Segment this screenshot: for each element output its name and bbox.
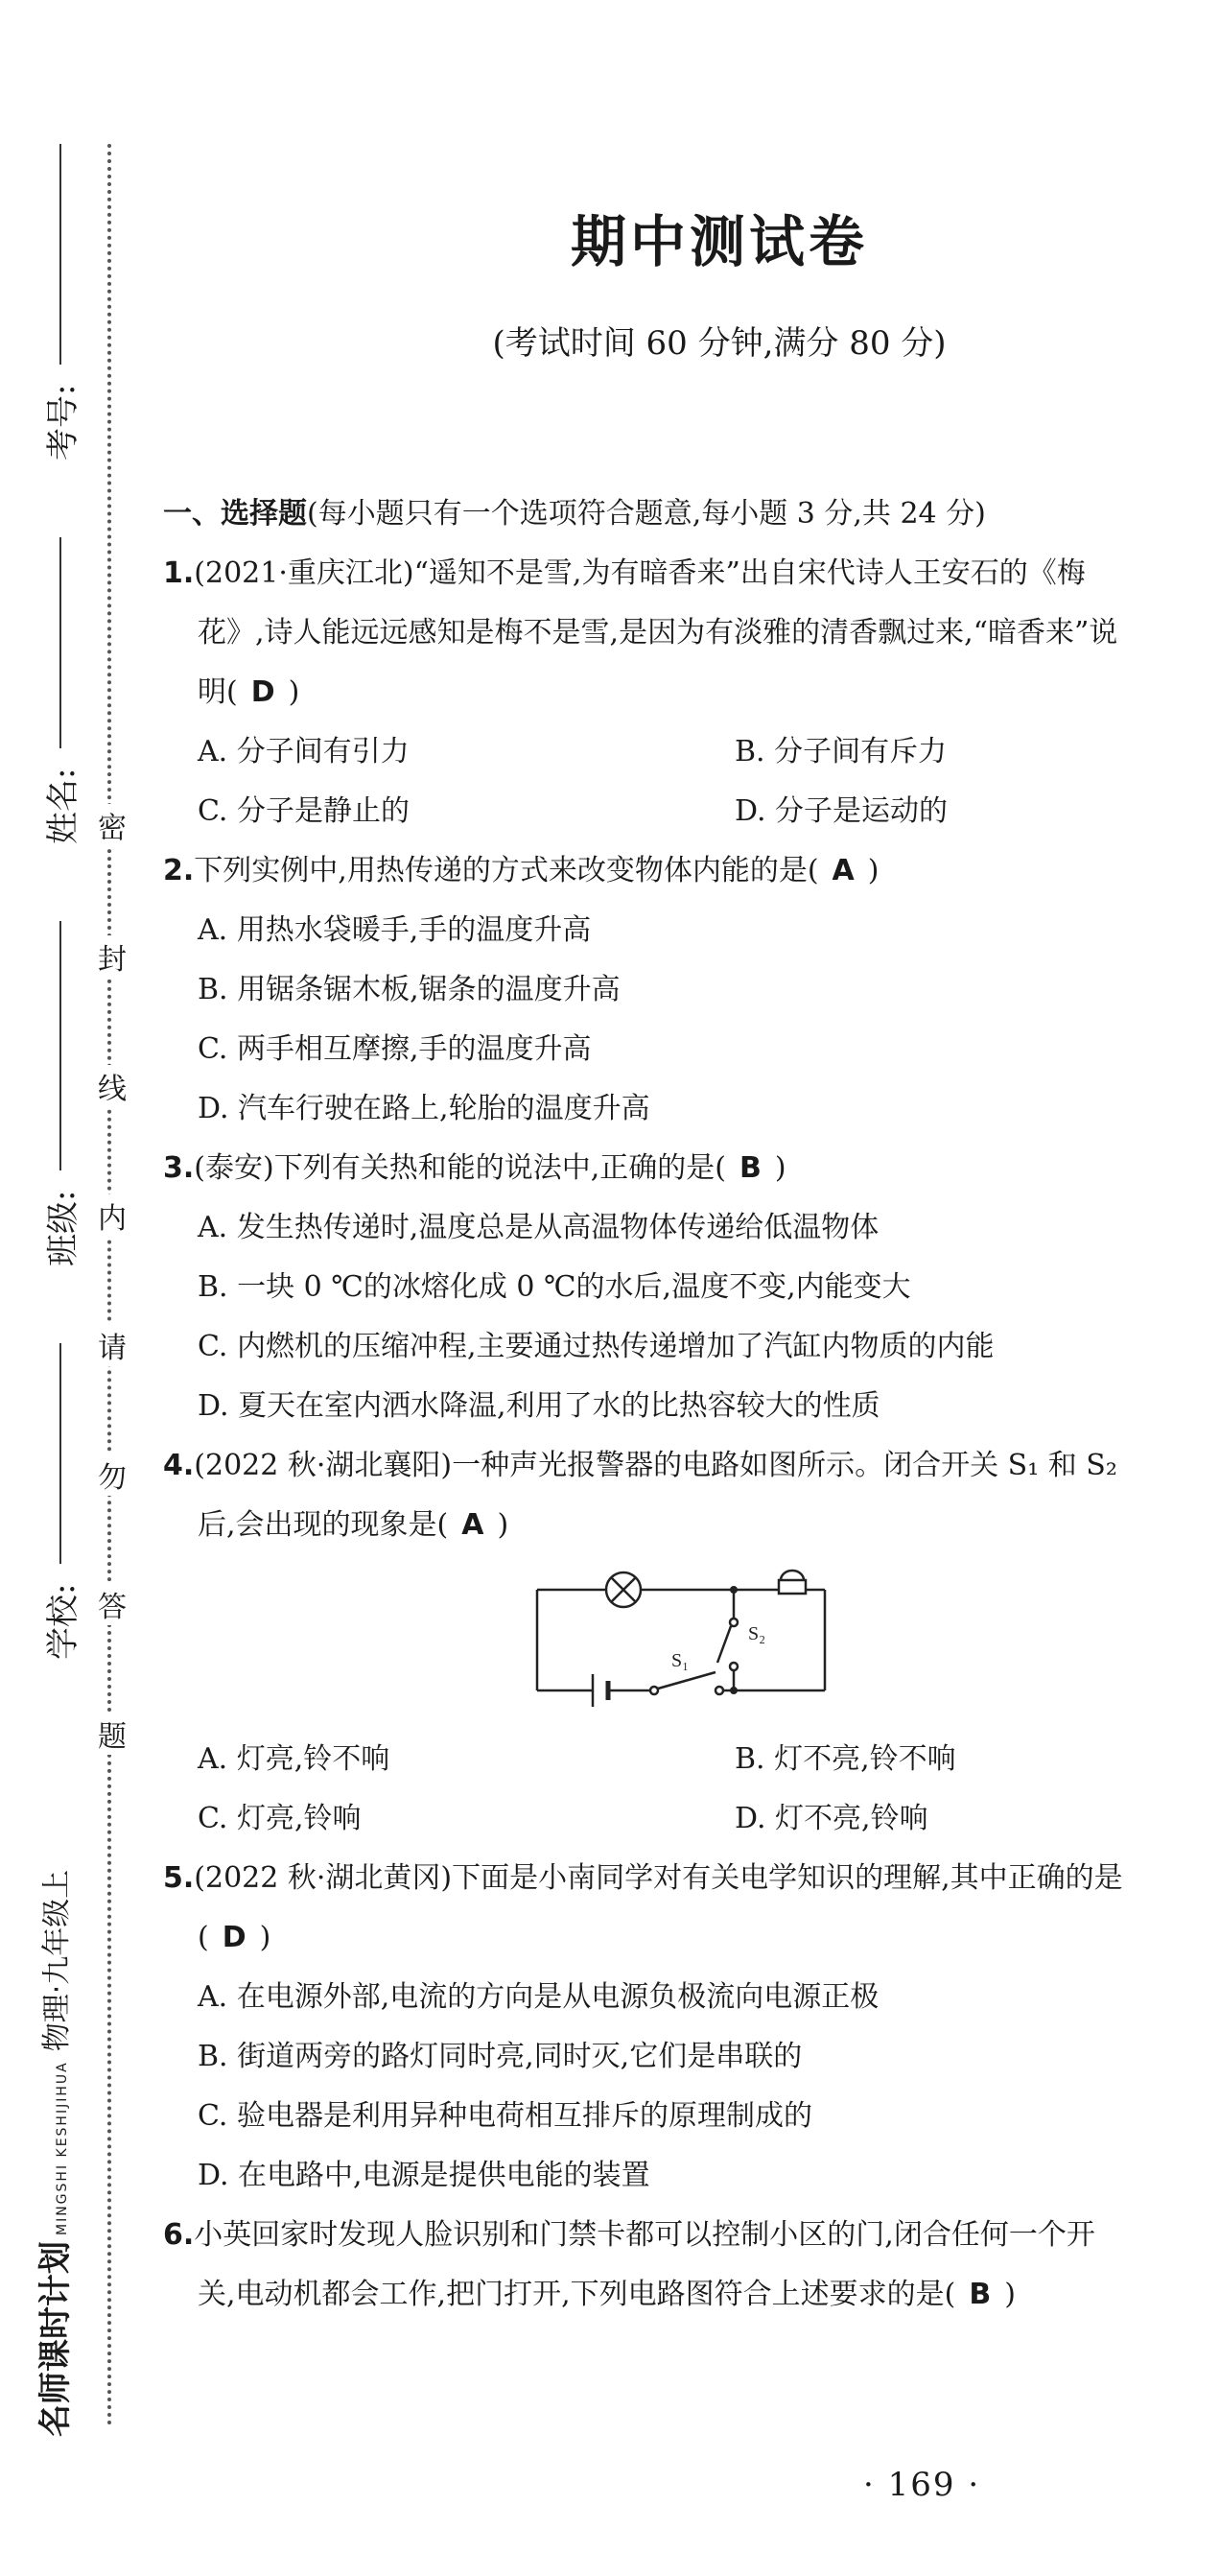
question-text: (2022 秋·湖北黄冈)下面是小南同学对有关电学知识的理解,其中正确的是	[194, 1861, 1123, 1895]
junction-dot	[730, 1586, 738, 1594]
option: D. 灯不亮,铃响	[735, 1802, 928, 1835]
answer: B	[969, 2278, 992, 2311]
option: C. 灯亮,铃响	[198, 1802, 362, 1835]
junction-dot	[730, 1687, 738, 1694]
question-list	[163, 484, 1199, 2325]
question: 3.(泰安)下列有关热和能的说法中,正确的是( B ) A. 发生热传递时,温度总是从高温物体传递给低温物体 B. 一块 0 ℃的冰熔化成 0 ℃的水后,温度不变,内能变大 C. 内燃机的压缩冲程,主要通过热传递增加了汽缸内物质的内能 D. 夏天在室内洒水降温,利用了水的比热容较大的性质	[163, 1139, 1199, 1436]
question-number: 5.	[163, 1861, 195, 1895]
field-line	[59, 537, 61, 748]
question-text: 下列实例中,用热传递的方式来改变物体内能的是(	[194, 854, 819, 887]
question-text: (2021·重庆江北)“遥知不是雪,为有暗香来”出自宋代诗人王安石的《梅	[194, 556, 1086, 590]
question: 1.(2021·重庆江北)“遥知不是雪,为有暗香来”出自宋代诗人王安石的《梅 花》,诗人能远远感知是梅不是雪,是因为有淡雅的清香飘过来,“暗香来”说 明( D ) A. 分子间有引力 B. 分子间有斥力 C. 分子是静止的 D. 分子是运动的	[163, 544, 1199, 841]
seal-char: 内	[96, 1194, 129, 1237]
question-number: 2.	[163, 854, 195, 887]
seal-char: 题	[96, 1713, 129, 1755]
section-note: (每小题只有一个选项符合题意,每小题 3 分,共 24 分)	[307, 497, 986, 531]
option: A. 发生热传递时,温度总是从高温物体传递给低温物体	[198, 1211, 880, 1244]
cut-line	[107, 144, 111, 2427]
seal-char: 答	[96, 1583, 129, 1625]
answer: B	[739, 1151, 762, 1185]
option: B. 一块 0 ℃的冰熔化成 0 ℃的水后,温度不变,内能变大	[198, 1270, 911, 1304]
option: A. 用热水袋暖手,手的温度升高	[198, 913, 592, 947]
bell-icon	[779, 1571, 806, 1594]
option: B. 用锯条锯木板,锯条的温度升高	[198, 973, 621, 1006]
option: A. 在电源外部,电流的方向是从电源负极流向电源正极	[198, 1980, 880, 2014]
field-line	[59, 921, 61, 1170]
question-number: 3.	[163, 1151, 195, 1185]
question-text: (2022 秋·湖北襄阳)一种声光报警器的电路如图所示。闭合开关 S₁ 和 S₂	[194, 1449, 1117, 1482]
exam-number-label: 考号:	[44, 384, 82, 461]
question: 2.下列实例中,用热传递的方式来改变物体内能的是( A ) A. 用热水袋暖手,手的温度升高 B. 用锯条锯木板,锯条的温度升高 C. 两手相互摩擦,手的温度升高 D. 汽车行驶在路上,轮胎的温度升高	[163, 841, 1199, 1139]
class-label: 班级:	[44, 1190, 82, 1266]
page-number: · 169 ·	[863, 2466, 981, 2504]
exam-info: (考试时间 60 分钟,满分 80 分)	[492, 324, 947, 363]
question: 5.(2022 秋·湖北黄冈)下面是小南同学对有关电学知识的理解,其中正确的是 ( D ) A. 在电源外部,电流的方向是从电源负极流向电源正极 B. 街道两旁的路灯同时亮,同时灭,它们是串联的 C. 验电器是利用异种电荷相互排斥的原理制成的 D. 在电路中,电源是提供电能的装置	[163, 1849, 1199, 2206]
answer: D	[222, 1921, 246, 1954]
question-number: 6.	[163, 2218, 195, 2252]
option: A. 灯亮,铃不响	[198, 1742, 390, 1776]
question-text: 小英回家时发现人脸识别和门禁卡都可以控制小区的门,闭合任何一个开	[194, 2218, 1095, 2252]
lamp-icon	[606, 1572, 641, 1607]
option: B. 街道两旁的路灯同时亮,同时灭,它们是串联的	[198, 2040, 803, 2073]
question-number: 4.	[163, 1449, 195, 1482]
brand-name: 名师课时计划	[36, 2241, 75, 2437]
question-text: 花》,诗人能远远感知是梅不是雪,是因为有淡雅的清香飘过来,“暗香来”说	[198, 616, 1118, 650]
question-text: (泰安)下列有关热和能的说法中,正确的是(	[194, 1151, 726, 1185]
book-title: 物理·九年级上	[40, 1869, 74, 2052]
option: B. 分子间有斥力	[735, 735, 948, 768]
option: D. 在电路中,电源是提供电能的装置	[198, 2159, 650, 2192]
seal-char: 请	[96, 1324, 129, 1366]
field-line	[59, 1343, 61, 1564]
seal-char: 勿	[96, 1453, 129, 1496]
brand-logo	[29, 1870, 76, 2437]
answer: D	[250, 675, 275, 709]
field-line	[59, 144, 61, 365]
option: C. 验电器是利用异种电荷相互排斥的原理制成的	[198, 2099, 812, 2133]
s2-label: S₂	[748, 1623, 766, 1644]
question: 6.小英回家时发现人脸识别和门禁卡都可以控制小区的门,闭合任何一个开 关,电动机都会工作,把门打开,下列电路图符合上述要求的是( B )	[163, 2218, 1095, 2311]
seal-char: 封	[96, 935, 129, 978]
option: D. 汽车行驶在路上,轮胎的温度升高	[198, 1092, 650, 1125]
section-heading: 一、选择题(每小题只有一个选项符合题意,每小题 3 分,共 24 分)	[163, 497, 986, 531]
question-number: 1.	[163, 556, 195, 590]
seal-char: 密	[96, 804, 129, 846]
switch-s1-icon	[650, 1672, 723, 1694]
seal-char: 线	[96, 1065, 129, 1107]
school-label: 学校:	[44, 1583, 82, 1660]
page-title: 期中测试卷	[570, 209, 868, 274]
option: D. 分子是运动的	[735, 794, 949, 828]
answer: A	[832, 854, 855, 887]
option: C. 两手相互摩擦,手的温度升高	[198, 1032, 592, 1066]
option: D. 夏天在室内洒水降温,利用了水的比热容较大的性质	[198, 1389, 880, 1423]
binding-margin	[0, 0, 182, 2576]
s1-label: S₁	[671, 1650, 690, 1671]
option: C. 分子是静止的	[198, 794, 410, 828]
name-label: 姓名:	[44, 768, 82, 844]
battery-icon	[593, 1674, 608, 1707]
option: B. 灯不亮,铃不响	[735, 1742, 956, 1776]
brand-subtitle: MINGSHI KESHIJIHUA	[55, 2061, 70, 2235]
option: A. 分子间有引力	[198, 735, 410, 768]
option: C. 内燃机的压缩冲程,主要通过热传递增加了汽缸内物质的内能	[198, 1330, 995, 1363]
question: 4.(2022 秋·湖北襄阳)一种声光报警器的电路如图所示。闭合开关 S₁ 和 S₂ 后,会出现的现象是( A ) S₁ S₂ A. 灯亮,铃不响 B. 灯不亮,铃不响 C. 灯亮,铃响 D. 灯不亮,铃响	[163, 1436, 1199, 1849]
answer: A	[461, 1508, 484, 1542]
circuit-diagram	[528, 1561, 834, 1724]
switch-s2-icon	[717, 1619, 738, 1670]
